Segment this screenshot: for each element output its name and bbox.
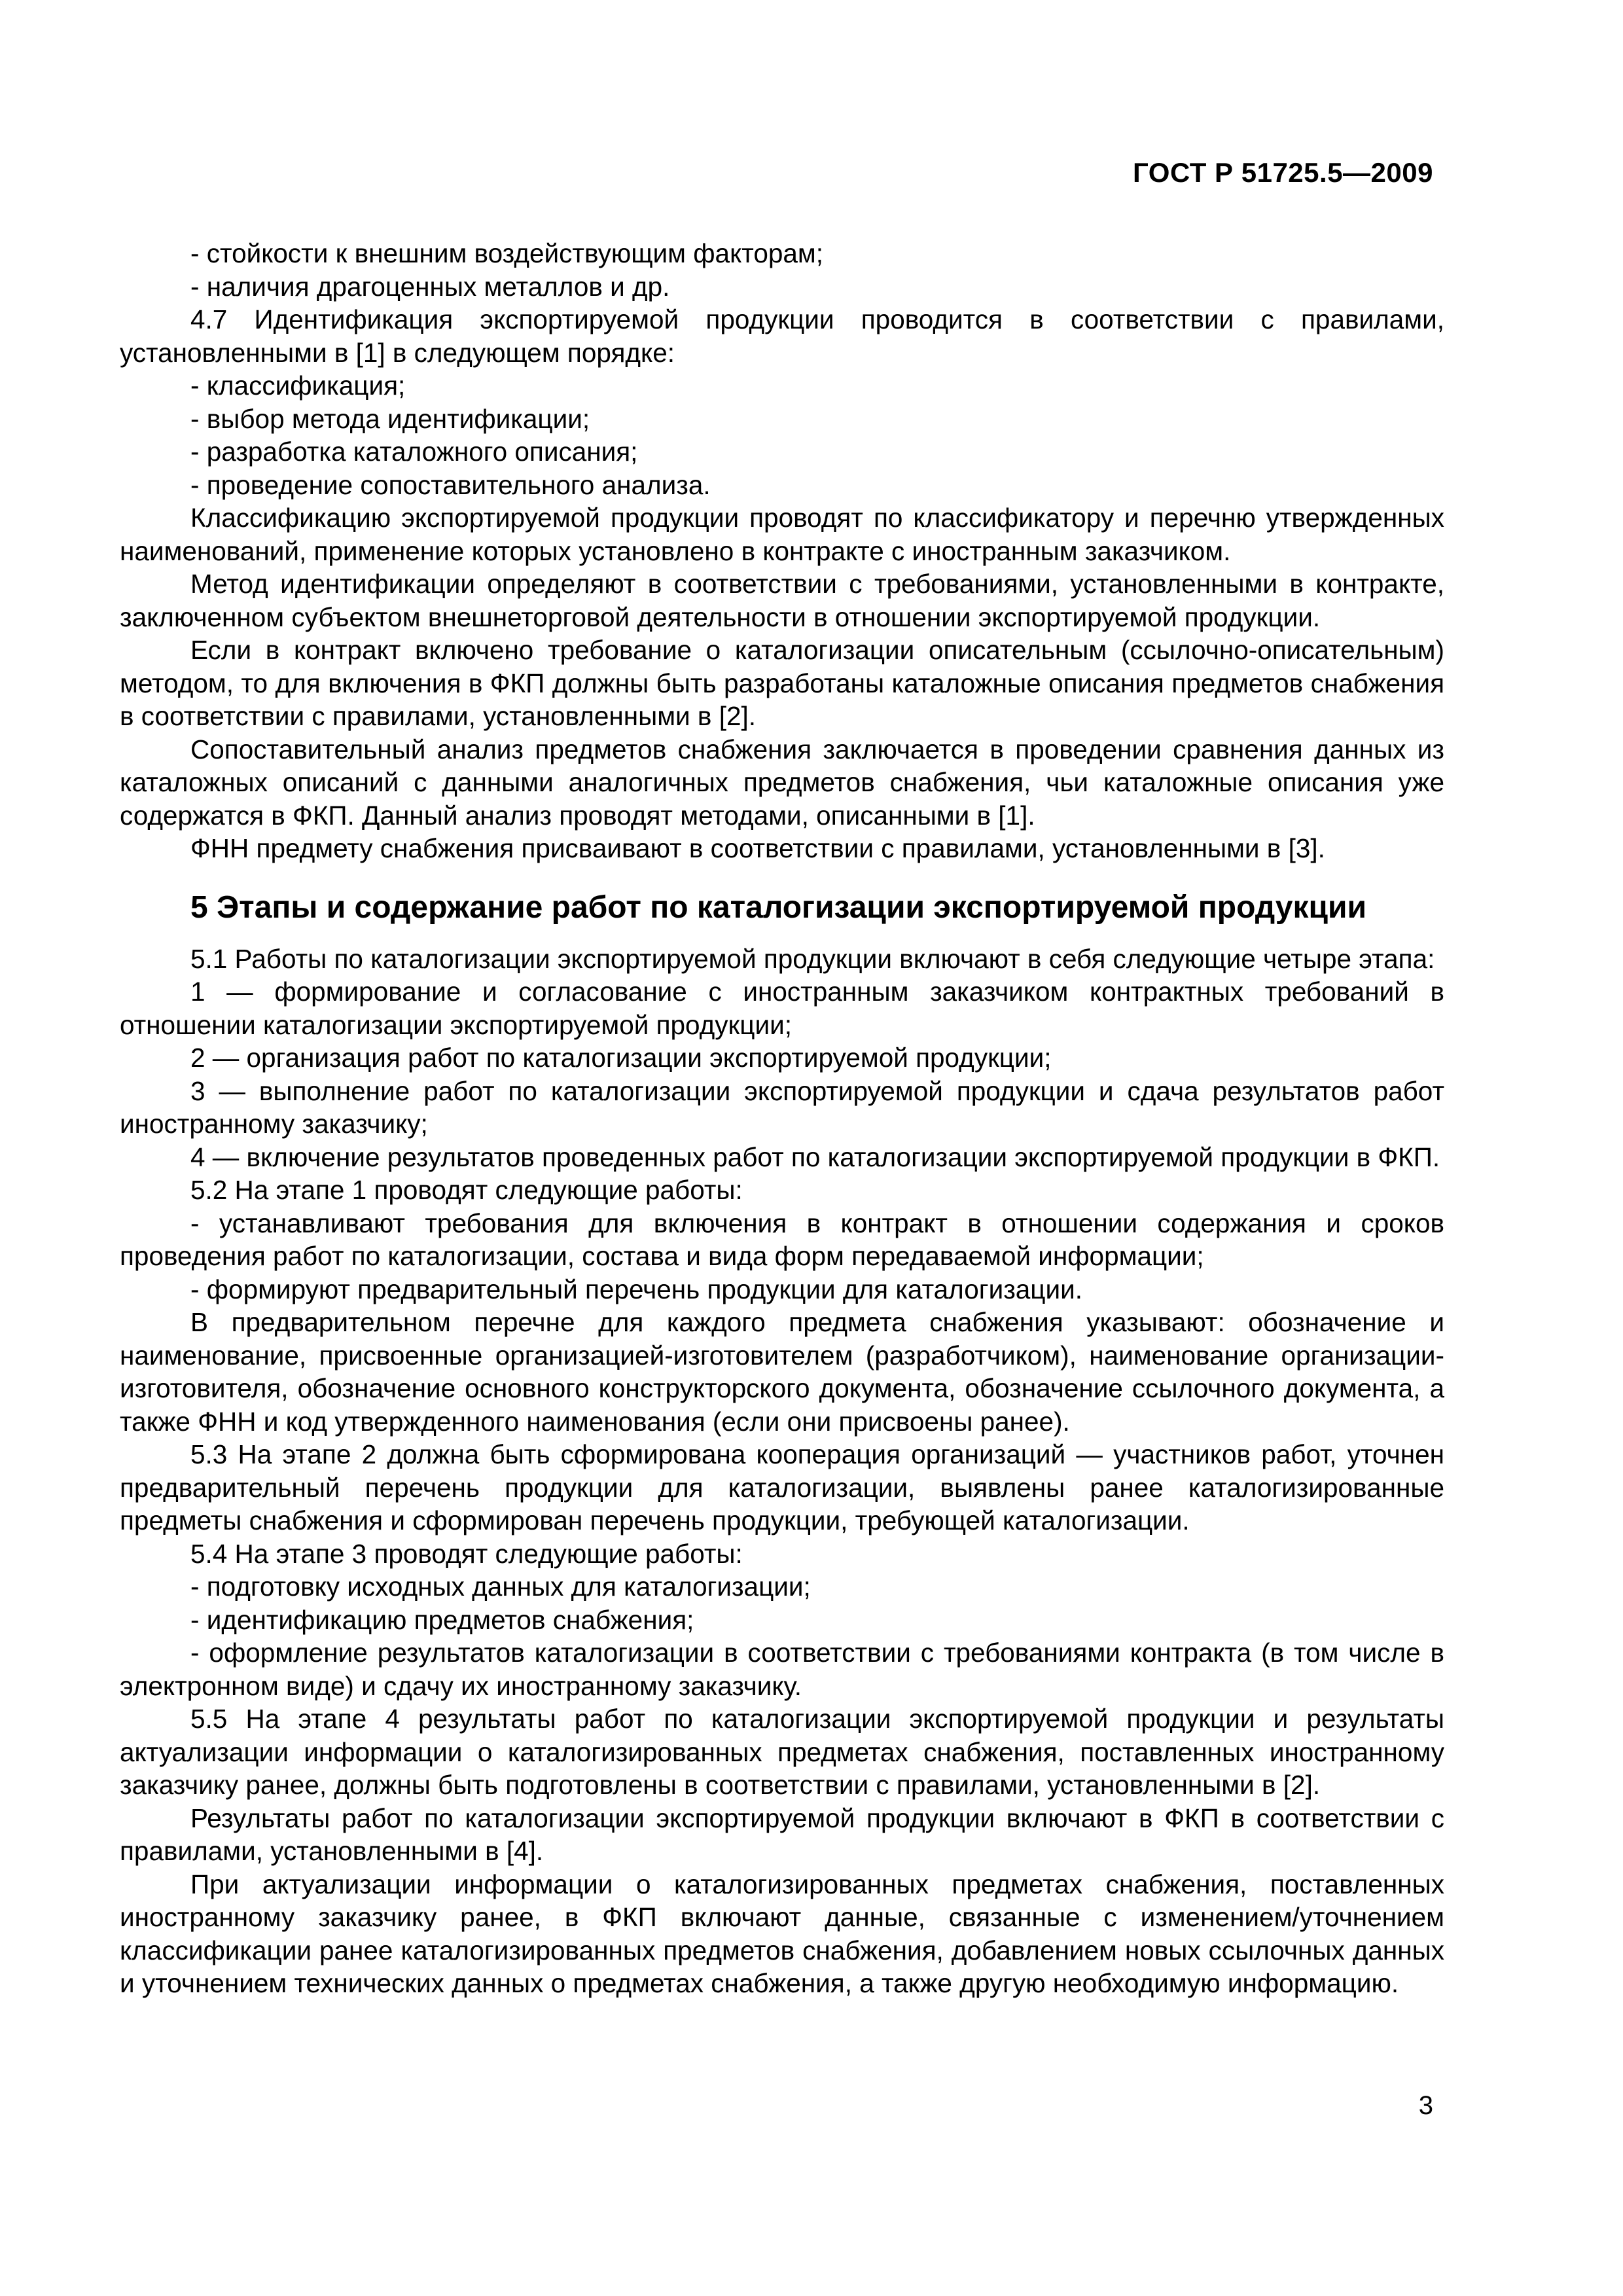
clause-4-7: 4.7 Идентификация экспортируемой продукции проводится в соответствии с правилами, установленными в [1] в следующем порядке: — [120, 304, 1444, 368]
list-item-resistance: - стойкости к внешним воздействующим факторам; — [190, 238, 824, 268]
list-item-comparative-analysis: - проведение сопоставительного анализа. — [190, 469, 711, 500]
list-item-classification: - классификация; — [190, 370, 406, 401]
paragraph-preliminary-list: В предварительном перечне для каждого предмета снабжения указывают: обозначение и наименование, присвоенные организацией-изготовителем (разработчиком), наименование организации-изготовителя, обозначение основного конструкторского документа, обозначение ссылочного документа, а также ФНН и код утвержденного наименования (если они присвоены ранее). — [120, 1307, 1444, 1437]
list-item-requirements: - устанавливают требования для включения в контракт в отношении содержания и сроков проведения работ по каталогизации, состава и вида форм передаваемой информации; — [120, 1208, 1444, 1271]
section-5-heading: 5 Этапы и содержание работ по каталогизации экспортируемой продукции — [190, 889, 1367, 925]
paragraph-descriptive-method: Если в контракт включено требование о каталогизации описательным (ссылочно-описательным) методом, то для включения в ФКП должны быть разработаны каталожные описания предметов снабжения в соответствии с правилами, установленными в [2]. — [120, 635, 1444, 731]
paragraph-actualization: При актуализации информации о каталогизированных предметах снабжения, поставленных иностранному заказчику ранее, в ФКП включают данные, связанные с изменением/уточнением классификации ранее каталогизированных предметов снабжения, добавлением новых ссылочных данных и уточнением технических данных о предметах снабжения, а также другую необходимую информацию. — [120, 1869, 1444, 1998]
page-number: 3 — [1418, 2091, 1433, 2120]
paragraph-comparative-analysis: Сопоставительный анализ предметов снабжения заключается в проведении сравнения данных из каталожных описаний с данными аналогичных предметов снабжения, чьи каталожные описания уже содержатся в ФКП. Данный анализ проводят методами, описанными в [1]. — [120, 734, 1444, 831]
list-item-source-data: - подготовку исходных данных для каталогизации; — [190, 1571, 811, 1602]
paragraph-classification: Классификацию экспортируемой продукции проводят по классификатору и перечню утвержденных наименований, применение которых установлено в контракте с иностранным заказчиком. — [120, 503, 1444, 566]
clause-5-5: 5.5 На этапе 4 результаты работ по каталогизации экспортируемой продукции и результаты актуализации информации о каталогизированных предметах снабжения, поставленных иностранному заказчику ранее, должны быть подготовлены в соответствии с правилами, установленными в [2]. — [120, 1704, 1444, 1800]
clause-5-1: 5.1 Работы по каталогизации экспортируемой продукции включают в себя следующие четыре этапа: — [190, 943, 1435, 974]
list-item-identification: - идентификацию предметов снабжения; — [190, 1604, 694, 1635]
stage-1: 1 — формирование и согласование с иностранным заказчиком контрактных требований в отношении каталогизации экспортируемой продукции; — [120, 977, 1444, 1040]
paragraph-results-inclusion: Результаты работ по каталогизации экспортируемой продукции включают в ФКП в соответствии с правилами, установленными в [4]. — [120, 1803, 1444, 1866]
clause-5-2: 5.2 На этапе 1 проводят следующие работы: — [190, 1175, 743, 1205]
clause-5-4: 5.4 На этапе 3 проводят следующие работы: — [190, 1538, 743, 1569]
stage-2: 2 — организация работ по каталогизации экспортируемой продукции; — [190, 1043, 1052, 1073]
standard-code: ГОСТ Р 51725.5—2009 — [1133, 157, 1433, 188]
list-item-preliminary-list: - формируют предварительный перечень продукции для каталогизации. — [190, 1274, 1082, 1304]
stage-4: 4 — включение результатов проведенных работ по каталогизации экспортируемой продукции в ФКП. — [190, 1141, 1440, 1172]
paragraph-fnn: ФНН предмету снабжения присваивают в соответствии с правилами, установленными в [3]. — [190, 833, 1325, 863]
list-item-precious-metals: - наличия драгоценных металлов и др. — [190, 271, 670, 302]
paragraph-identification-method: Метод идентификации определяют в соответствии с требованиями, установленными в контракте, заключенном субъектом внешнеторговой деятельности в отношении экспортируемой продукции. — [120, 569, 1444, 632]
list-item-method-selection: - выбор метода идентификации; — [190, 403, 590, 434]
document-body — [120, 237, 1444, 2000]
list-item-catalog-description: - разработка каталожного описания; — [190, 437, 638, 467]
clause-5-3: 5.3 На этапе 2 должна быть сформирована кооперация организаций — участников работ, уточнен предварительный перечень продукции для каталогизации, выявлены ранее каталогизированные предметы снабжения и сформирован перечень продукции, требующей каталогизации. — [120, 1439, 1444, 1535]
list-item-results: - оформление результатов каталогизации в соответствии с требованиями контракта (в том числе в электронном виде) и сдачу их иностранному заказчику. — [120, 1638, 1444, 1701]
stage-3: 3 — выполнение работ по каталогизации экспортируемой продукции и сдача результатов работ иностранному заказчику; — [120, 1075, 1444, 1139]
